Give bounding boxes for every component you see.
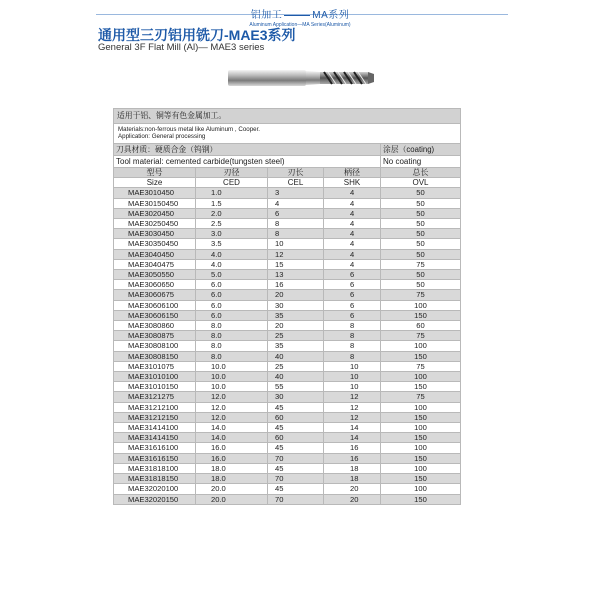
table-row bbox=[114, 484, 461, 494]
cell-shk: 14 bbox=[324, 423, 381, 433]
cell-size: MAE30150450 bbox=[114, 198, 196, 208]
cell-cel: 35 bbox=[268, 310, 324, 320]
application-en-line1: Materials:non-ferrous metal like Aluminum , Cooper. bbox=[118, 126, 261, 133]
cell-shk: 10 bbox=[324, 382, 381, 392]
cell-cel: 60 bbox=[268, 433, 324, 443]
table-row bbox=[114, 198, 461, 208]
cell-ovl: 75 bbox=[381, 331, 461, 341]
cell-cel: 10 bbox=[268, 239, 324, 249]
cell-size: MAE30606100 bbox=[114, 300, 196, 310]
cell-cel: 12 bbox=[268, 249, 324, 259]
cell-ovl: 100 bbox=[381, 443, 461, 453]
cell-size: MAE31010100 bbox=[114, 372, 196, 382]
application-zh-row bbox=[114, 109, 461, 124]
cell-size: MAE31616150 bbox=[114, 453, 196, 463]
cell-shk: 6 bbox=[324, 300, 381, 310]
cell-shk: 20 bbox=[324, 494, 381, 504]
cell-ovl: 100 bbox=[381, 484, 461, 494]
cell-ced: 8.0 bbox=[196, 331, 268, 341]
cell-shk: 4 bbox=[324, 188, 381, 198]
cell-ovl: 75 bbox=[381, 290, 461, 300]
cell-cel: 35 bbox=[268, 341, 324, 351]
cell-cel: 45 bbox=[268, 463, 324, 473]
series-title: 通用型三刃铝用铣刀-MAE3系列 bbox=[98, 27, 296, 43]
cell-size: MAE31414100 bbox=[114, 423, 196, 433]
cell-ced: 8.0 bbox=[196, 341, 268, 351]
cell-ced: 3.5 bbox=[196, 239, 268, 249]
cell-size: MAE30808100 bbox=[114, 341, 196, 351]
table-row bbox=[114, 412, 461, 422]
cell-shk: 4 bbox=[324, 259, 381, 269]
cell-ovl: 50 bbox=[381, 249, 461, 259]
cell-shk: 8 bbox=[324, 351, 381, 361]
application-zh: 适用于铝、铜等有色金属加工。 bbox=[114, 109, 461, 124]
cell-ced: 2.0 bbox=[196, 208, 268, 218]
application-en bbox=[114, 124, 461, 144]
cell-ced: 20.0 bbox=[196, 494, 268, 504]
cell-cel: 15 bbox=[268, 259, 324, 269]
col-size-zh: 型号 bbox=[114, 168, 196, 178]
cell-ced: 6.0 bbox=[196, 280, 268, 290]
coating-en: No coating bbox=[381, 156, 461, 168]
table-row bbox=[114, 372, 461, 382]
cell-size: MAE3050550 bbox=[114, 270, 196, 280]
cell-size: MAE3040450 bbox=[114, 249, 196, 259]
cell-size: MAE30250450 bbox=[114, 219, 196, 229]
cell-ovl: 60 bbox=[381, 321, 461, 331]
cell-cel: 40 bbox=[268, 351, 324, 361]
cell-ced: 14.0 bbox=[196, 433, 268, 443]
table-row bbox=[114, 423, 461, 433]
cell-cel: 30 bbox=[268, 300, 324, 310]
cell-shk: 18 bbox=[324, 463, 381, 473]
cell-size: MAE31616100 bbox=[114, 443, 196, 453]
cell-ovl: 100 bbox=[381, 423, 461, 433]
cell-cel: 8 bbox=[268, 219, 324, 229]
cell-cel: 6 bbox=[268, 208, 324, 218]
end-mill-image bbox=[224, 58, 384, 98]
cell-cel: 40 bbox=[268, 372, 324, 382]
cell-shk: 4 bbox=[324, 239, 381, 249]
cell-ced: 6.0 bbox=[196, 290, 268, 300]
cell-ovl: 100 bbox=[381, 300, 461, 310]
page-header bbox=[0, 6, 600, 28]
material-zh-row bbox=[114, 144, 461, 156]
cell-ovl: 50 bbox=[381, 270, 461, 280]
cell-size: MAE3030450 bbox=[114, 229, 196, 239]
col-ced-zh: 刃径 bbox=[196, 168, 268, 178]
cell-ovl: 100 bbox=[381, 372, 461, 382]
cell-ced: 8.0 bbox=[196, 351, 268, 361]
cell-ced: 2.5 bbox=[196, 219, 268, 229]
cell-ovl: 100 bbox=[381, 402, 461, 412]
table-row bbox=[114, 463, 461, 473]
col-ced-en: CED bbox=[196, 178, 268, 188]
cell-ovl: 150 bbox=[381, 351, 461, 361]
cell-shk: 12 bbox=[324, 402, 381, 412]
cell-cel: 4 bbox=[268, 198, 324, 208]
cell-ovl: 100 bbox=[381, 463, 461, 473]
table-row bbox=[114, 331, 461, 341]
cell-ced: 4.0 bbox=[196, 249, 268, 259]
table-row bbox=[114, 219, 461, 229]
cell-cel: 30 bbox=[268, 392, 324, 402]
table-row bbox=[114, 239, 461, 249]
cell-ovl: 50 bbox=[381, 239, 461, 249]
cell-size: MAE3101075 bbox=[114, 361, 196, 371]
cell-cel: 3 bbox=[268, 188, 324, 198]
table-row bbox=[114, 402, 461, 412]
cell-ovl: 150 bbox=[381, 474, 461, 484]
cell-cel: 45 bbox=[268, 484, 324, 494]
cell-ovl: 150 bbox=[381, 494, 461, 504]
cell-cel: 25 bbox=[268, 361, 324, 371]
cell-size: MAE3060675 bbox=[114, 290, 196, 300]
table-row bbox=[114, 392, 461, 402]
cell-shk: 8 bbox=[324, 331, 381, 341]
cell-shk: 4 bbox=[324, 198, 381, 208]
application-en-row bbox=[114, 124, 461, 144]
cell-ced: 12.0 bbox=[196, 412, 268, 422]
table-row bbox=[114, 229, 461, 239]
cell-size: MAE31010150 bbox=[114, 382, 196, 392]
material-en-row bbox=[114, 156, 461, 168]
cell-size: MAE32020150 bbox=[114, 494, 196, 504]
cell-ced: 8.0 bbox=[196, 321, 268, 331]
table-row bbox=[114, 453, 461, 463]
cell-size: MAE30808150 bbox=[114, 351, 196, 361]
cell-ced: 20.0 bbox=[196, 484, 268, 494]
cell-ced: 18.0 bbox=[196, 474, 268, 484]
cell-shk: 10 bbox=[324, 372, 381, 382]
cell-cel: 70 bbox=[268, 494, 324, 504]
cell-shk: 6 bbox=[324, 310, 381, 320]
cell-ced: 3.0 bbox=[196, 229, 268, 239]
cell-ovl: 50 bbox=[381, 188, 461, 198]
cell-shk: 12 bbox=[324, 392, 381, 402]
cell-ced: 12.0 bbox=[196, 402, 268, 412]
cell-ced: 10.0 bbox=[196, 382, 268, 392]
cell-ovl: 150 bbox=[381, 412, 461, 422]
cell-ovl: 50 bbox=[381, 280, 461, 290]
category-title bbox=[0, 6, 600, 21]
cell-cel: 60 bbox=[268, 412, 324, 422]
cell-cel: 45 bbox=[268, 402, 324, 412]
table-row bbox=[114, 382, 461, 392]
cell-cel: 45 bbox=[268, 443, 324, 453]
cell-size: MAE31212100 bbox=[114, 402, 196, 412]
col-cel-zh: 刃长 bbox=[268, 168, 324, 178]
cell-size: MAE3080860 bbox=[114, 321, 196, 331]
cell-ced: 12.0 bbox=[196, 392, 268, 402]
cell-size: MAE31818100 bbox=[114, 463, 196, 473]
table-row bbox=[114, 433, 461, 443]
category-zh-right: MA系列 bbox=[312, 10, 350, 21]
cell-ced: 6.0 bbox=[196, 310, 268, 320]
cell-shk: 8 bbox=[324, 321, 381, 331]
cell-ced: 1.0 bbox=[196, 188, 268, 198]
cell-ovl: 50 bbox=[381, 219, 461, 229]
cell-shk: 20 bbox=[324, 484, 381, 494]
table-row bbox=[114, 188, 461, 198]
table-row bbox=[114, 443, 461, 453]
col-shk-zh: 柄径 bbox=[324, 168, 381, 178]
category-zh-left: 铝加工 bbox=[250, 10, 283, 21]
cell-size: MAE32020100 bbox=[114, 484, 196, 494]
cell-size: MAE3060650 bbox=[114, 280, 196, 290]
cell-ovl: 150 bbox=[381, 453, 461, 463]
table-row bbox=[114, 310, 461, 320]
cell-shk: 18 bbox=[324, 474, 381, 484]
cell-shk: 12 bbox=[324, 412, 381, 422]
table-row bbox=[114, 341, 461, 351]
cell-ced: 10.0 bbox=[196, 361, 268, 371]
col-cel-en: CEL bbox=[268, 178, 324, 188]
cell-shk: 4 bbox=[324, 219, 381, 229]
cell-size: MAE30350450 bbox=[114, 239, 196, 249]
table-row bbox=[114, 270, 461, 280]
cell-shk: 6 bbox=[324, 290, 381, 300]
table-row bbox=[114, 208, 461, 218]
cell-ced: 16.0 bbox=[196, 443, 268, 453]
cell-ovl: 150 bbox=[381, 382, 461, 392]
cell-size: MAE31818150 bbox=[114, 474, 196, 484]
column-header-zh bbox=[114, 168, 461, 178]
cell-ovl: 150 bbox=[381, 433, 461, 443]
table-row bbox=[114, 474, 461, 484]
cell-ced: 1.5 bbox=[196, 198, 268, 208]
table-row bbox=[114, 300, 461, 310]
table-row bbox=[114, 259, 461, 269]
table-row bbox=[114, 361, 461, 371]
col-ovl-zh: 总长 bbox=[381, 168, 461, 178]
cell-size: MAE3020450 bbox=[114, 208, 196, 218]
cell-ced: 4.0 bbox=[196, 259, 268, 269]
col-ovl-en: OVL bbox=[381, 178, 461, 188]
cell-cel: 70 bbox=[268, 453, 324, 463]
cell-shk: 4 bbox=[324, 229, 381, 239]
cell-size: MAE31414150 bbox=[114, 433, 196, 443]
cell-cel: 25 bbox=[268, 331, 324, 341]
cell-cel: 45 bbox=[268, 423, 324, 433]
cell-shk: 8 bbox=[324, 341, 381, 351]
table-row bbox=[114, 494, 461, 504]
cell-size: MAE31212150 bbox=[114, 412, 196, 422]
cell-ced: 5.0 bbox=[196, 270, 268, 280]
cell-ced: 6.0 bbox=[196, 300, 268, 310]
cell-size: MAE3010450 bbox=[114, 188, 196, 198]
cell-cel: 8 bbox=[268, 229, 324, 239]
cell-shk: 4 bbox=[324, 249, 381, 259]
table-row bbox=[114, 290, 461, 300]
cell-shk: 14 bbox=[324, 433, 381, 443]
cell-shk: 16 bbox=[324, 443, 381, 453]
table-row bbox=[114, 351, 461, 361]
cell-ovl: 75 bbox=[381, 361, 461, 371]
spec-table bbox=[113, 108, 461, 505]
cell-ovl: 75 bbox=[381, 392, 461, 402]
col-shk-en: SHK bbox=[324, 178, 381, 188]
cell-cel: 70 bbox=[268, 474, 324, 484]
cell-cel: 16 bbox=[268, 280, 324, 290]
cell-ovl: 50 bbox=[381, 229, 461, 239]
cell-shk: 10 bbox=[324, 361, 381, 371]
column-header-en bbox=[114, 178, 461, 188]
category-subtitle: Aluminum Application—MA Series(Aluminum) bbox=[249, 22, 351, 28]
cell-shk: 6 bbox=[324, 270, 381, 280]
cell-cel: 13 bbox=[268, 270, 324, 280]
cell-ced: 18.0 bbox=[196, 463, 268, 473]
material-en: Tool material: cemented carbide(tungsten steel) bbox=[114, 156, 381, 168]
cell-ovl: 75 bbox=[381, 259, 461, 269]
cell-cel: 20 bbox=[268, 321, 324, 331]
cell-ced: 14.0 bbox=[196, 423, 268, 433]
cell-size: MAE30606150 bbox=[114, 310, 196, 320]
cell-ovl: 150 bbox=[381, 310, 461, 320]
cell-ovl: 50 bbox=[381, 198, 461, 208]
cell-cel: 20 bbox=[268, 290, 324, 300]
cell-shk: 6 bbox=[324, 280, 381, 290]
application-en-line2: Application: General processing bbox=[118, 132, 206, 140]
material-zh: 刀具材质：硬质合金（钨钢） bbox=[114, 144, 381, 156]
cell-ced: 16.0 bbox=[196, 453, 268, 463]
col-size-en: Size bbox=[114, 178, 196, 188]
cell-size: MAE3080875 bbox=[114, 331, 196, 341]
cell-size: MAE3040475 bbox=[114, 259, 196, 269]
table-row bbox=[114, 280, 461, 290]
cell-shk: 4 bbox=[324, 208, 381, 218]
cell-ced: 10.0 bbox=[196, 372, 268, 382]
cell-size: MAE3121275 bbox=[114, 392, 196, 402]
series-subtitle: General 3F Flat Mill (Al)— MAE3 series bbox=[98, 42, 265, 53]
coating-zh: 涂层（coating) bbox=[381, 144, 461, 156]
table-row bbox=[114, 321, 461, 331]
cell-shk: 16 bbox=[324, 453, 381, 463]
table-row bbox=[114, 249, 461, 259]
category-dash bbox=[284, 15, 310, 16]
cell-cel: 55 bbox=[268, 382, 324, 392]
cell-ovl: 100 bbox=[381, 341, 461, 351]
cell-ovl: 50 bbox=[381, 208, 461, 218]
